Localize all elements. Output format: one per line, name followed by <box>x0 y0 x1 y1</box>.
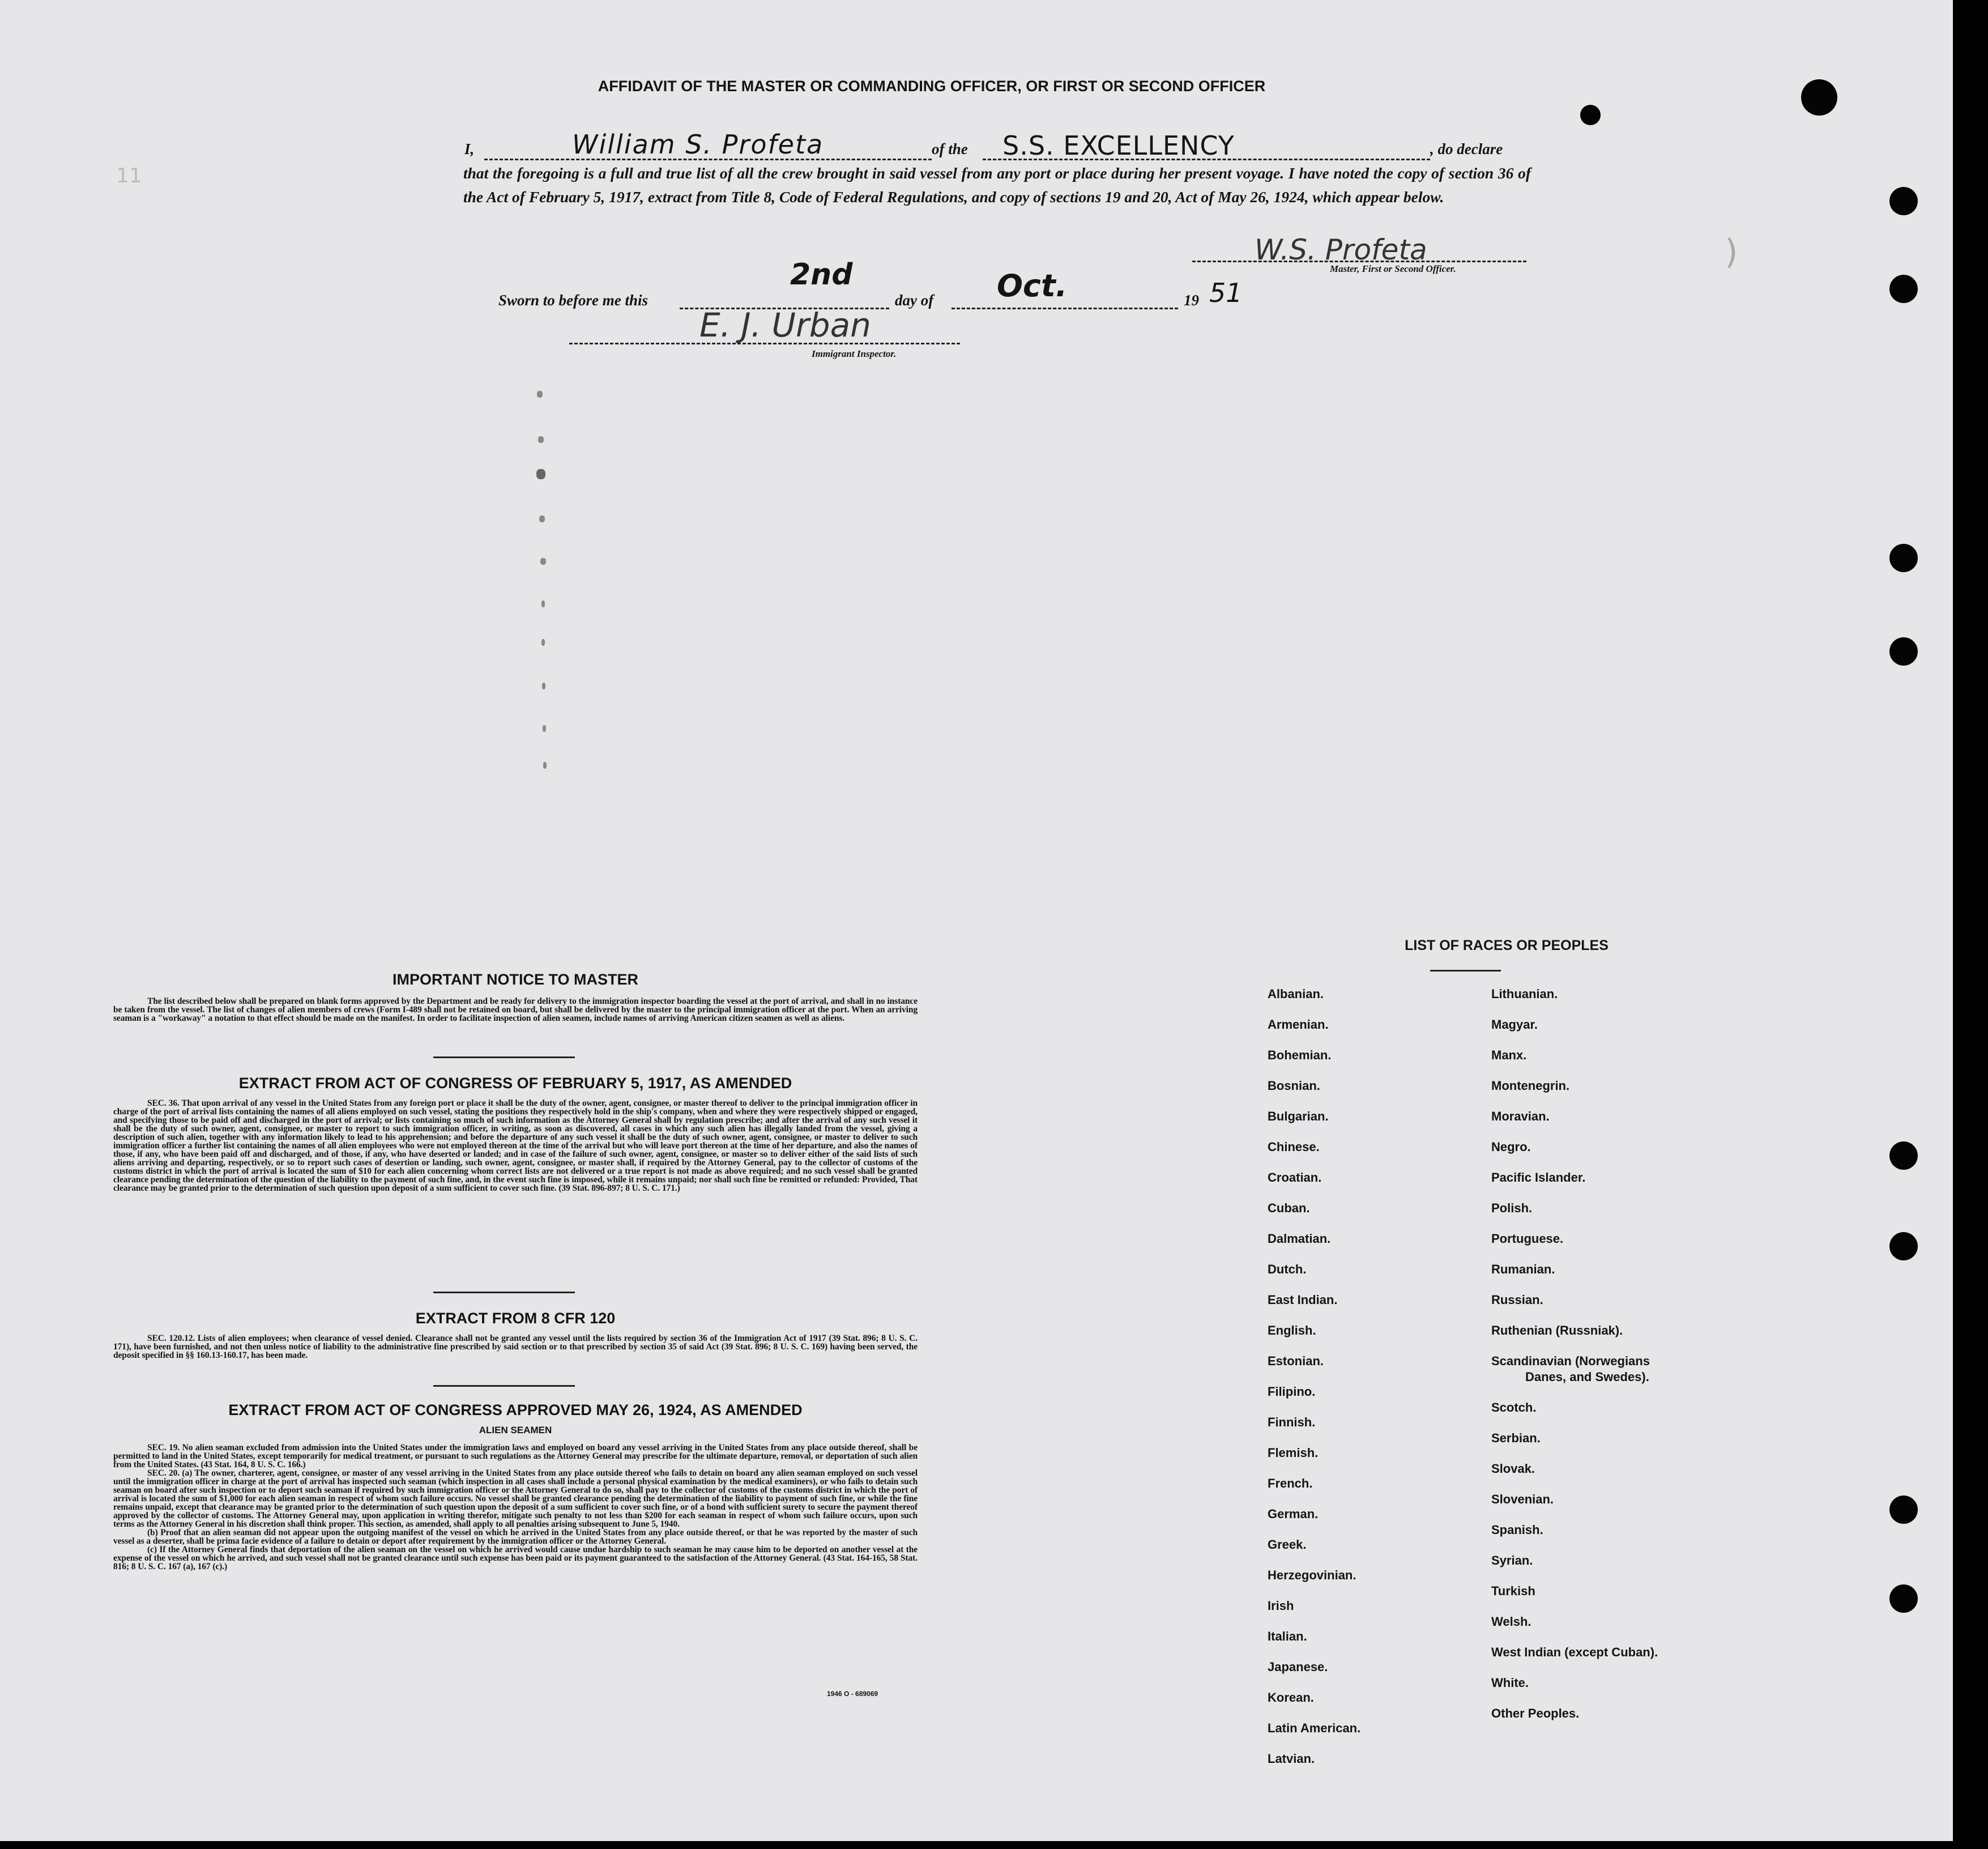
race-item: Slovenian. <box>1491 1492 1554 1506</box>
races-heading: LIST OF RACES OR PEOPLES <box>1405 938 1609 953</box>
race-item: English. <box>1268 1323 1316 1337</box>
speck <box>538 436 544 443</box>
race-item: Japanese. <box>1268 1660 1328 1674</box>
race-item: White. <box>1491 1676 1529 1690</box>
divider <box>433 1056 575 1058</box>
punch-hole <box>1889 275 1918 303</box>
race-item: Russian. <box>1491 1293 1543 1307</box>
sworn-month: Oct. <box>997 268 1068 304</box>
declarant-name: William S. Profeta <box>572 129 824 160</box>
extract-1924-sec-20b: (b) Proof that an alien seaman did not appear upon the outgoing manifest of the vessel on which he arrived in the United States from any place outside thereof, or that he was reported by the master of such vessel as a deserter, shall be prima facie evidence of a failure to detain or deport after requirement by the immigration officer or the Attorney General. <box>113 1528 918 1546</box>
race-item: Dutch. <box>1268 1262 1307 1276</box>
sworn-day: 2nd <box>790 258 853 292</box>
punch-hole <box>1889 544 1918 572</box>
race-item: German. <box>1268 1507 1319 1521</box>
speck <box>541 639 545 646</box>
pencil-mark: ) <box>1725 232 1738 272</box>
speck <box>539 515 545 522</box>
extract-1924-sec-20a: SEC. 20. (a) The owner, charterer, agent, consignee, or master of any vessel arriving in the United States from any place outside thereof who fails to detain on board any alien seaman employed on such vessel until the immigration officer in charge at the port of arrival has inspected such seaman (which inspection in all cases shall include a personal physical examination by the medical examiners), or who fails to detain such seaman on board after such inspection or to deport such seaman if required by such immigration officer or the Attorney General to do so, shall pay to the collector of customs of the customs district in which the port of arrival is located the sum of $1,000 for each alien seaman in respect of whom such failure occurs. No vessel shall be granted clearance pending the determination of the liability to payment of such fine, or while the fine remains unpaid, except that clearance may be granted prior to the determination of such question upon the deposit of a sum sufficient to cover such fine, or of a bond with sufficient surety to secure the payment thereof approved by the collector of customs. The Attorney General may, upon application in writing therefor, mitigate such penalty to not less than $200 for each seaman in respect of whom such failure occurs, upon such terms as the Attorney General in his discretion shall think proper. This section, as amended, shall apply to all penalties arising subsequent to June 5, 1940. <box>113 1468 918 1529</box>
race-item: Bosnian. <box>1268 1079 1320 1093</box>
of-the-label: of the <box>932 140 968 157</box>
race-item: Scotch. <box>1491 1400 1537 1415</box>
print-code: 1946 O - 689069 <box>827 1690 878 1698</box>
punch-hole <box>1889 1232 1918 1260</box>
race-item: Filipino. <box>1268 1384 1316 1399</box>
races-right-column <box>1491 987 1752 1780</box>
divider <box>433 1385 575 1387</box>
race-item: Welsh. <box>1491 1614 1531 1629</box>
race-item: Magyar. <box>1491 1017 1538 1032</box>
race-item: Bulgarian. <box>1268 1109 1329 1123</box>
race-item: Manx. <box>1491 1048 1527 1062</box>
race-item: Ruthenian (Russniak). <box>1491 1323 1623 1337</box>
race-item: East Indian. <box>1268 1293 1338 1307</box>
speck <box>542 683 545 689</box>
race-item: Lithuanian. <box>1491 987 1558 1001</box>
punch-hole <box>1889 187 1918 215</box>
punch-hole <box>1801 79 1837 116</box>
year-suffix: 51 <box>1209 278 1243 308</box>
year-prefix: 19 <box>1184 292 1199 309</box>
punch-hole <box>1580 105 1601 125</box>
race-item: Portuguese. <box>1491 1232 1564 1246</box>
race-item: Rumanian. <box>1491 1262 1555 1276</box>
do-declare-label: , do declare <box>1430 140 1503 157</box>
speck <box>540 558 546 565</box>
race-item: Greek. <box>1268 1537 1307 1552</box>
race-item: Flemish. <box>1268 1446 1319 1460</box>
race-item: Croatian. <box>1268 1170 1322 1185</box>
race-item: Armenian. <box>1268 1017 1329 1032</box>
race-item: Cuban. <box>1268 1201 1310 1215</box>
master-signature: W.S. Profeta <box>1255 233 1427 266</box>
extract-cfr-text: SEC. 120.12. Lists of alien employees; when clearance of vessel denied. Clearance shall not be granted any vessel until the lists required by section 36 of the Immigration Act of 1917 (39 Stat. 896; 8 U. S. C. 171), have been furnished, and not then unless notice of liability to the administrative fine prescribed by said section or to that prescribed by section 35 of said Act (39 Stat. 896; 8 U. S. C. 169) having been served, the deposit specified in §§ 160.13-160.17, has been made. <box>113 1334 918 1360</box>
race-item: Slovak. <box>1491 1462 1535 1476</box>
extract-1924-text <box>113 1443 918 1571</box>
extract-1924-heading: EXTRACT FROM ACT OF CONGRESS APPROVED MAY 26, 1924, AS AMENDED <box>228 1401 803 1418</box>
race-item: Korean. <box>1268 1690 1314 1705</box>
race-item: Moravian. <box>1491 1109 1550 1123</box>
races-left-column <box>1268 987 1505 1780</box>
day-of-label: day of <box>895 292 934 309</box>
race-item: Latin American. <box>1268 1721 1361 1735</box>
race-item: Latvian. <box>1268 1752 1315 1766</box>
inspector-caption: Immigrant Inspector. <box>812 348 897 359</box>
margin-mark: 11 <box>116 164 142 188</box>
vessel-name: S.S. EXCELLENCY <box>1002 130 1235 161</box>
notice-heading: IMPORTANT NOTICE TO MASTER <box>393 971 638 988</box>
divider <box>1430 970 1501 972</box>
race-item: Serbian. <box>1491 1431 1541 1445</box>
affidavit-heading: AFFIDAVIT OF THE MASTER OR COMMANDING OFFICER, OR FIRST OR SECOND OFFICER <box>598 78 1266 95</box>
race-item: Irish <box>1268 1599 1294 1613</box>
race-item: French. <box>1268 1476 1313 1490</box>
divider <box>433 1292 575 1293</box>
speck <box>543 725 546 732</box>
race-item: West Indian (except Cuban). <box>1491 1645 1658 1659</box>
race-item: Other Peoples. <box>1491 1706 1580 1720</box>
race-item: Herzegovinian. <box>1268 1568 1356 1582</box>
race-item: Italian. <box>1268 1629 1307 1643</box>
race-item: Turkish <box>1491 1584 1535 1598</box>
speck <box>543 762 547 769</box>
affidavit-body: that the foregoing is a full and true list of all the crew brought in said vessel from any port or place during her present voyage. I have noted the copy of section 36 of the Act of February 5, 1917, extract from Title 8, Code of Federal Regulations, and copy of sections 19 and 20, Act of May 26, 1924, which appear below. <box>463 164 1531 206</box>
extract-1917-text: SEC. 36. That upon arrival of any vessel in the United States from any foreign port or place it shall be the duty of the owner, agent, consignee, or master thereof to deliver to the principal immigration officer in charge of the port of arrival lists containing the names of all aliens employed on such vessel, stating the positions they respectively hold in the ship's company, when and where they were respectively shipped or engaged, and specifying those to be paid off and discharged in the port of arrival; or lists containing so much of such information as the Attorney General shall by regulation prescribe; and after the arrival of any such vessel it shall be the duty of such owner, agent, consignee, or master to report to such immigration officer, in writing, as soon as discovered, all cases in which any such alien has illegally landed from the vessel, giving a description of such alien, together with any information likely to lead to his apprehension; and before the departure of any such vessel it shall be the duty of such owner, agent, consignee, or master to deliver to such immigration officer a further list containing the names of all alien employees who were not employed thereon at the time of the arrival but who will leave port thereon at the time of her departure, and also the names of those, if any, who have been paid off and discharged, and of those, if any, who have deserted or landed; and in case of the failure of such owner, agent, consignee, or master so to deliver either of the said lists of such aliens arriving and departing, respectively, or so to report such cases of desertion or landing, such owner, agent, consignee, or master shall, if required by the Attorney General, pay to the collector of customs of the customs district in which the port of arrival is located the sum of $10 for each alien concerning whom correct lists are not delivered or a true report is not made as above required; and no such vessel shall be granted clearance pending the determination of the question of the liability to the payment of such fine, and, in the event such fine is imposed, while it remains unpaid; nor shall such fine be remitted or refunded: Provided, That clearance may be granted prior to the determination of such question upon deposit of a sum sufficient to cover such fine. (39 Stat. 896-897; 8 U. S. C. 171.) <box>113 1098 918 1193</box>
race-item: Dalmatian. <box>1268 1232 1331 1246</box>
race-item: Montenegrin. <box>1491 1079 1570 1093</box>
race-item: Estonian. <box>1268 1354 1324 1368</box>
race-item: Syrian. <box>1491 1553 1533 1567</box>
race-item: Spanish. <box>1491 1523 1543 1537</box>
race-item: Chinese. <box>1268 1140 1320 1154</box>
extract-cfr-heading: EXTRACT FROM 8 CFR 120 <box>415 1310 616 1327</box>
sworn-label: Sworn to before me this <box>498 292 649 309</box>
extract-1917-heading: EXTRACT FROM ACT OF CONGRESS OF FEBRUARY 5, 1917, AS AMENDED <box>238 1075 792 1092</box>
extract-1924-sec-19: SEC. 19. No alien seaman excluded from admission into the United States under the immigration laws and employed on board any vessel arriving in the United States from any place outside thereof, shall be permitted to land in the United States, except temporarily for medical treatment, or pursuant to such regulations as the Attorney General may prescribe for the ultimate departure, removal, or deportation of such alien from the United States. (43 Stat. 164, 8 U. S. C. 166.) <box>113 1443 918 1469</box>
speck <box>536 469 545 479</box>
sworn-month-line <box>952 308 1178 309</box>
race-item: Danes, and Swedes). <box>1525 1370 1649 1384</box>
i-label: I, <box>464 140 475 157</box>
extract-1924-subheading: ALIEN SEAMEN <box>479 1425 552 1435</box>
race-item: Finnish. <box>1268 1415 1316 1429</box>
inspector-signature: E. J. Urban <box>699 306 871 344</box>
race-item: Negro. <box>1491 1140 1531 1154</box>
speck <box>537 391 543 398</box>
race-item: Pacific Islander. <box>1491 1170 1586 1185</box>
race-item: Polish. <box>1491 1201 1533 1215</box>
race-item: Albanian. <box>1268 987 1324 1001</box>
punch-hole <box>1889 1496 1918 1524</box>
punch-hole <box>1889 1141 1918 1170</box>
master-caption: Master, First or Second Officer. <box>1330 263 1456 274</box>
race-item: Scandinavian (Norwegians <box>1491 1354 1650 1368</box>
punch-hole <box>1889 1584 1918 1613</box>
punch-hole <box>1889 637 1918 666</box>
race-item: Bohemian. <box>1268 1048 1332 1062</box>
notice-text: The list described below shall be prepared on blank forms approved by the Department and be ready for delivery to the immigration inspector boarding the vessel at the port of arrival, and shall in no instance be taken from the vessel. The list of changes of alien members of crews (Form I-489 shall not be retained on board, but shall be delivered by the master to the principal immigration officer at the port. When an arriving seaman is a "workaway" a notation to that effect should be made on the manifest. In order to facilitate inspection of alien seamen, include names of arriving American citizen seamen as well as aliens. <box>113 996 918 1023</box>
speck <box>541 600 545 607</box>
extract-1924-sec-20c: (c) If the Attorney General finds that deportation of the alien seaman on the vessel on which he arrived would cause undue hardship to such seaman he may cause him to be deported on another vessel at the expense of the vessel on which he arrived, and such vessel shall not be granted clearance until such expense has been paid or its payment guaranteed to the satisfaction of the Attorney General. (43 Stat. 164-165, 58 Stat. 816; 8 U. S. C. 167 (a), 167 (c).) <box>113 1545 918 1571</box>
